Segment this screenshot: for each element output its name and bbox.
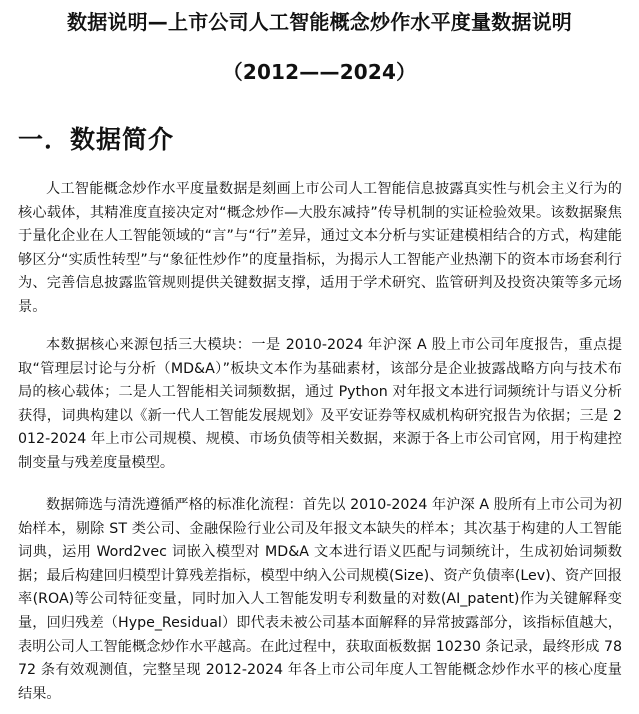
document-subtitle-years: （2012——2024） bbox=[222, 60, 417, 84]
paragraph-data-processing: 数据筛选与清洗遵循严格的标准化流程：首先以 2010-2024 年沪深 A 股所有上市公司为初始样本，剔除 ST 类公司、金融保险行业公司及年报文本缺失的样本；其次基于构建的人工智能词典，运用 Word2vec 词嵌入模型对 MD&A 文本进行语义匹配与词频统计，生成初始词频数据；最后构建回归模型计算残差指标，模型中纳入公司规模(Size)、资产负债率(Lev)、资产回报率(ROA)等公司特征变量，同时加入人工智能发明专利数量的对数(AI_patent)作为关键解释变量，回归残差（Hype_Residual）即代表未被公司基本面解释的异常披露部分，该指标值越大，表明公司人工智能概念炒作水平越高。在此过程中，获取面板数据 10230 条记录，最终形成 7872 条有效观测值，完整呈现 2012-2024 年各上市公司年度人工智能概念炒作水平的核心度量结果。 bbox=[18, 497, 622, 702]
paragraph-data-sources: 本数据核心来源包括三大模块：一是 2010-2024 年沪深 A 股上市公司年度报告，重点提取“管理层讨论与分析（MD&A）”板块文本作为基础素材，该部分是企业披露战略方向与技术布局的核心载体；二是人工智能相关词频数据，通过 Python 对年报文本进行词频统计与语义分析获得，词典构建以《新一代人工智能发展规划》及平安证券等权威机构研究报告为依据；三是 2012-2024 年上市公司规模、规模、市场负债等相关数据，来源于各上市公司官网，用于构建控制变量与残差度量模型。 bbox=[18, 337, 622, 471]
section-heading: 一．数据简介 bbox=[18, 125, 175, 154]
paragraph-overview: 人工智能概念炒作水平度量数据是刻画上市公司人工智能信息披露真实性与机会主义行为的核心载体，其精准度直接决定对“概念炒作—大股东减持”传导机制的实证检验效果。该数据聚焦于量化企业在人工智能领域的“言”与“行”差异，通过文本分析与实证建模相结合的方式，构建能够区分“实质性转型”与“象征性炒作”的度量指标，为揭示人工智能产业热潮下的资本市场套利行为、完善信息披露监管规则提供关键数据支撑，适用于学术研究、监管研判及投资决策等多元场景。 bbox=[18, 181, 622, 315]
document-title: 数据说明—上市公司人工智能概念炒作水平度量数据说明 bbox=[67, 10, 572, 34]
